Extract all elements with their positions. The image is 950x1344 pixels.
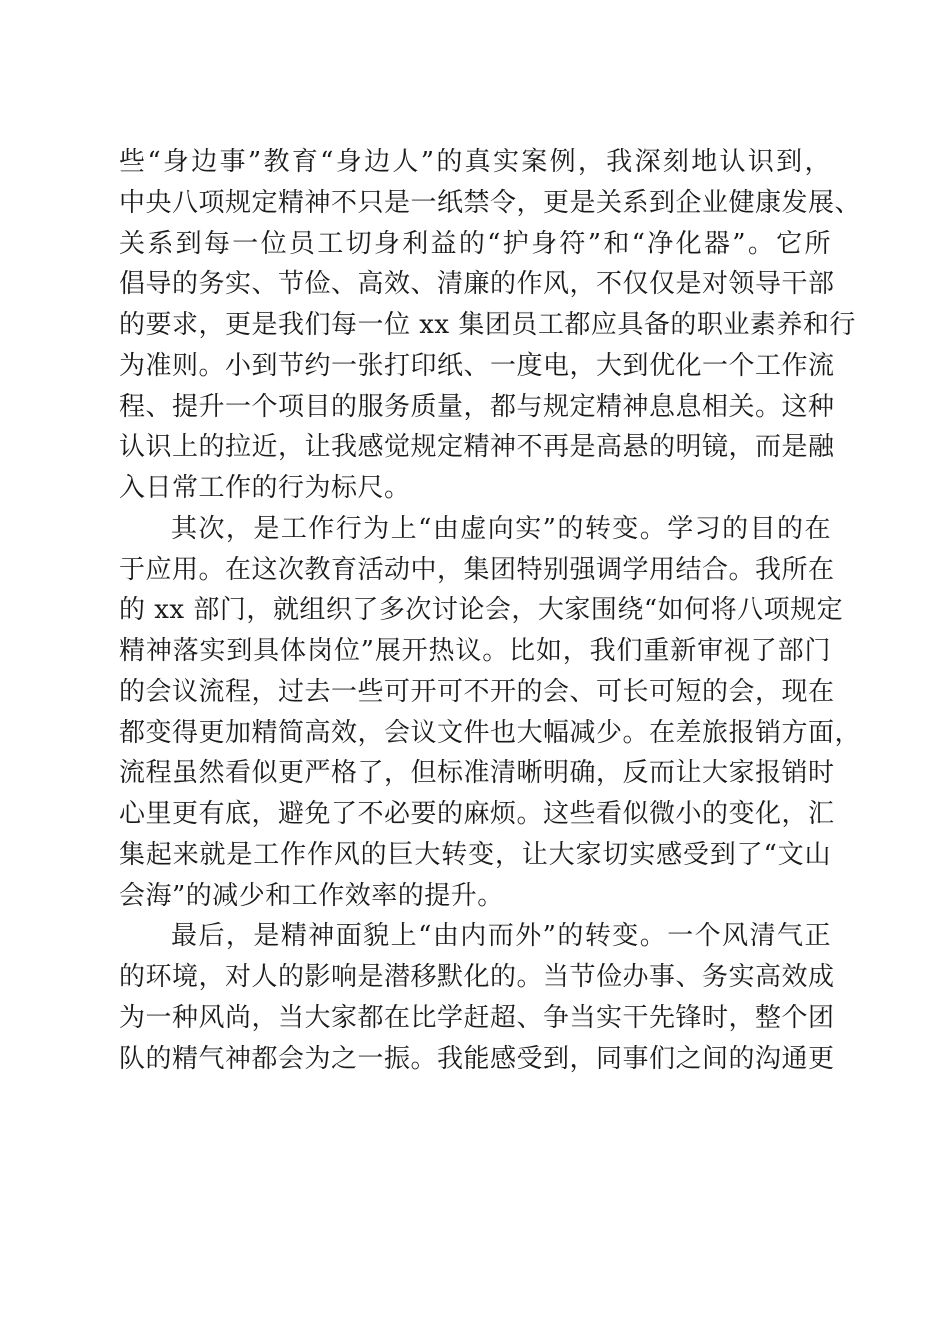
text-line: 队的精气神都会为之一振。我能感受到，同事们之间的沟通更: [119, 1043, 835, 1074]
text-line: 流程虽然看似更严格了，但标准清晰明确，反而让大家报销时: [119, 758, 835, 789]
text-line: 其次，是工作行为上“由虚向实”的转变。学习的目的在: [171, 513, 831, 544]
text-line: 会海”的减少和工作效率的提升。: [119, 880, 504, 911]
text-line: 的要求，更是我们每一位 xx 集团员工都应具备的职业素养和行: [119, 310, 856, 340]
text-line: 的环境，对人的影响是潜移默化的。当节俭办事、务实高效成: [119, 962, 835, 992]
text-line: 认识上的拉近，让我感觉规定精神不再是高悬的明镜，而是融: [119, 432, 835, 463]
text-line: 于应用。在这次教育活动中，集团特别强调学用结合。我所在: [119, 554, 835, 585]
body-text: [119, 142, 862, 1079]
text-line: 心里更有底，避免了不必要的麻烦。这些看似微小的变化，汇: [119, 799, 835, 829]
text-line: 集起来就是工作作风的巨大转变，让大家切实感受到了“文山: [119, 839, 831, 870]
text-line: 为一种风尚，当大家都在比学赶超、争当实干先锋时，整个团: [119, 1002, 835, 1033]
text-line: 程、提升一个项目的服务质量，都与规定精神息息相关。这种: [119, 391, 835, 422]
text-line: 精神落实到具体岗位”展开热议。比如，我们重新审视了部门: [119, 636, 831, 666]
text-line: 中央八项规定精神不只是一纸禁令，更是关系到企业健康发展、: [119, 187, 862, 218]
text-line: 最后，是精神面貌上“由内而外”的转变。一个风清气正: [171, 921, 831, 952]
text-line: 关系到每一位员工切身利益的“护身符”和“净化器”。它所: [119, 228, 831, 259]
text-line: 入日常工作的行为标尺。: [119, 473, 411, 503]
text-line: 都变得更加精简高效，会议文件也大幅减少。在差旅报销方面，: [119, 717, 862, 748]
text-line: 的会议流程，过去一些可开可不开的会、可长可短的会，现在: [119, 676, 835, 707]
text-line: 倡导的务实、节俭、高效、清廉的作风，不仅仅是对领导干部: [119, 269, 835, 300]
text-line: 的 xx 部门，就组织了多次讨论会，大家围绕“如何将八项规定: [119, 595, 844, 626]
text-line: 些“身边事”教育“身边人”的真实案例，我深刻地认识到，: [119, 147, 831, 177]
text-line: 为准则。小到节约一张打印纸、一度电，大到优化一个工作流: [119, 350, 835, 381]
